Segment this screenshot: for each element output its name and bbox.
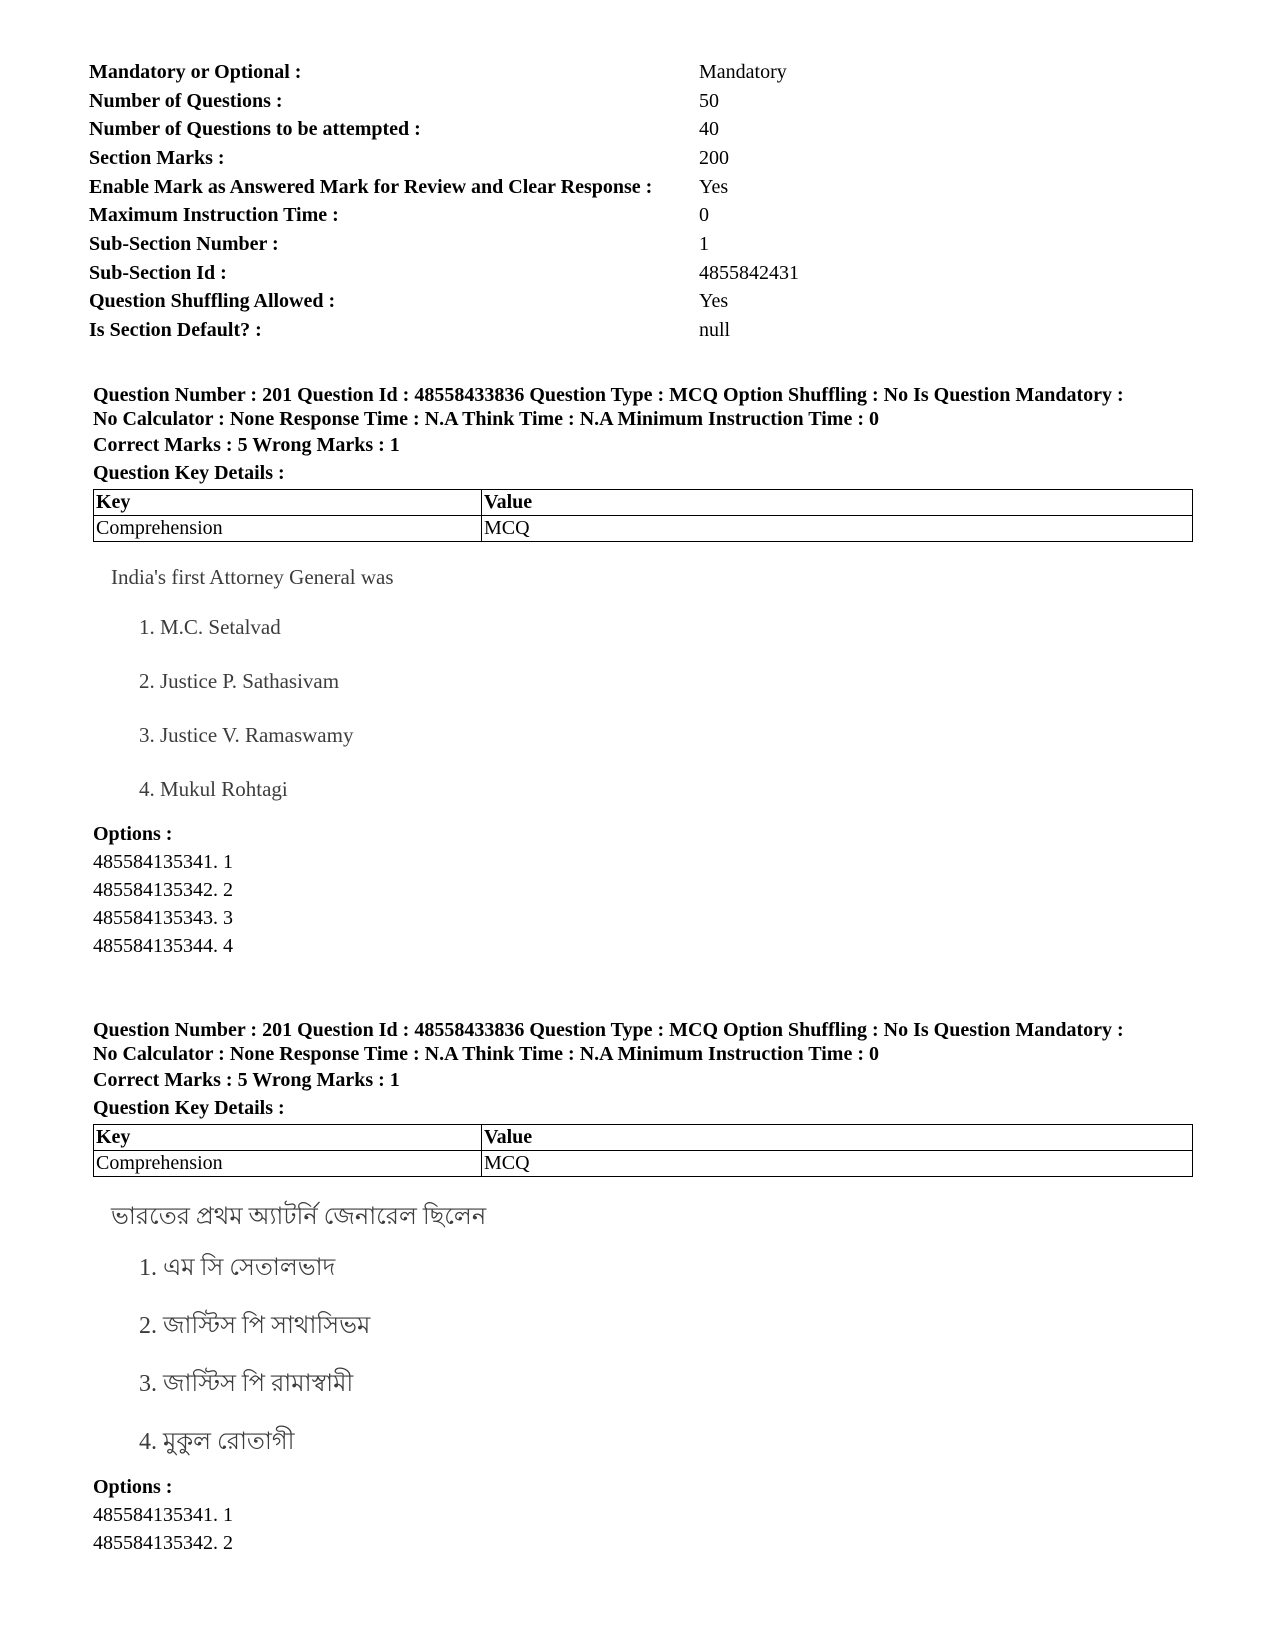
meta-row <box>89 288 799 317</box>
question-key-details-label: Question Key Details : <box>93 1097 285 1119</box>
question-text: India's first Attorney General was <box>111 565 394 589</box>
question-block-bengali <box>93 1018 1193 1557</box>
meta-row <box>89 115 799 144</box>
question-key-details-label: Question Key Details : <box>93 462 285 484</box>
question-header-line1: Question Number : 201 Question Id : 48558433836 Question Type : MCQ Option Shuffling : No Is Question Mandatory : <box>93 1019 1124 1041</box>
key-table-header-value: Value <box>482 490 1193 516</box>
question-marks: Correct Marks : 5 Wrong Marks : 1 <box>93 1069 400 1091</box>
key-table-header-row <box>94 1125 1193 1151</box>
key-table-row <box>94 516 1193 542</box>
option-line: 485584135341. 1 <box>93 1504 233 1526</box>
question-choice: 4. Mukul Rohtagi <box>139 777 288 801</box>
key-table-header-value: Value <box>482 1125 1193 1151</box>
meta-value: 200 <box>699 146 729 169</box>
meta-key: Maximum Instruction Time : <box>89 204 339 227</box>
meta-key: Mandatory or Optional : <box>89 60 302 83</box>
key-table-cell-value: MCQ <box>482 516 1193 542</box>
option-line: 485584135341. 1 <box>93 851 233 873</box>
meta-value: 4855842431 <box>699 261 799 284</box>
meta-value: Yes <box>699 290 729 313</box>
meta-value: 0 <box>699 204 709 227</box>
key-table-cell-value: MCQ <box>482 1151 1193 1177</box>
meta-row <box>89 316 799 345</box>
question-block-english <box>93 383 1193 960</box>
meta-key: Number of Questions : <box>89 89 283 112</box>
question-text: ভারতের প্রথম অ্যাটর্নি জেনারেল ছিলেন <box>111 1204 487 1230</box>
meta-row <box>89 58 799 87</box>
question-header-line2: No Calculator : None Response Time : N.A Think Time : N.A Minimum Instruction Time : 0 <box>93 1043 879 1065</box>
question-body <box>111 562 1193 816</box>
meta-key: Is Section Default? : <box>89 319 262 342</box>
question-choice: 2. Justice P. Sathasivam <box>139 669 340 693</box>
question-choice: 1. এম সি সেতালভাদ <box>139 1255 336 1281</box>
meta-row <box>89 201 799 230</box>
key-table-cell-key: Comprehension <box>94 1151 482 1177</box>
question-marks: Correct Marks : 5 Wrong Marks : 1 <box>93 434 400 456</box>
key-table-row <box>94 1151 1193 1177</box>
meta-value: Mandatory <box>699 60 787 83</box>
meta-row <box>89 259 799 288</box>
question-choice: 3. Justice V. Ramaswamy <box>139 723 354 747</box>
key-table-header-key: Key <box>94 1125 482 1151</box>
question-choice: 1. M.C. Setalvad <box>139 615 281 639</box>
question-key-table <box>93 489 1193 542</box>
meta-key: Question Shuffling Allowed : <box>89 290 336 313</box>
question-header-line1: Question Number : 201 Question Id : 48558433836 Question Type : MCQ Option Shuffling : No Is Question Mandatory : <box>93 384 1124 406</box>
meta-key: Section Marks : <box>89 146 225 169</box>
meta-key: Sub-Section Id : <box>89 261 227 284</box>
meta-key: Sub-Section Number : <box>89 232 279 255</box>
question-choice: 4. মুকুল রোতাগী <box>139 1429 295 1455</box>
option-line: 485584135343. 3 <box>93 907 233 929</box>
section-meta-table <box>89 58 799 345</box>
key-table-header-row <box>94 490 1193 516</box>
option-line: 485584135342. 2 <box>93 1532 233 1554</box>
meta-key: Number of Questions to be attempted : <box>89 118 421 141</box>
key-table-header-key: Key <box>94 490 482 516</box>
question-body <box>111 1201 1193 1471</box>
options-label: Options : <box>93 823 173 845</box>
question-header-line2: No Calculator : None Response Time : N.A Think Time : N.A Minimum Instruction Time : 0 <box>93 408 879 430</box>
meta-row <box>89 87 799 116</box>
meta-value: 1 <box>699 232 709 255</box>
meta-value: 40 <box>699 118 719 141</box>
meta-value: 50 <box>699 89 719 112</box>
meta-row <box>89 230 799 259</box>
meta-row <box>89 173 799 202</box>
meta-row <box>89 144 799 173</box>
options-label: Options : <box>93 1476 173 1498</box>
meta-value: null <box>699 319 731 342</box>
question-choice: 2. জাস্টিস পি সাথাসিভম <box>139 1313 371 1339</box>
option-line: 485584135344. 4 <box>93 935 233 957</box>
key-table-cell-key: Comprehension <box>94 516 482 542</box>
meta-key: Enable Mark as Answered Mark for Review and Clear Response : <box>89 175 653 198</box>
option-line: 485584135342. 2 <box>93 879 233 901</box>
question-key-table <box>93 1124 1193 1177</box>
question-choice: 3. জাস্টিস পি রামাস্বামী <box>139 1371 354 1397</box>
meta-value: Yes <box>699 175 729 198</box>
